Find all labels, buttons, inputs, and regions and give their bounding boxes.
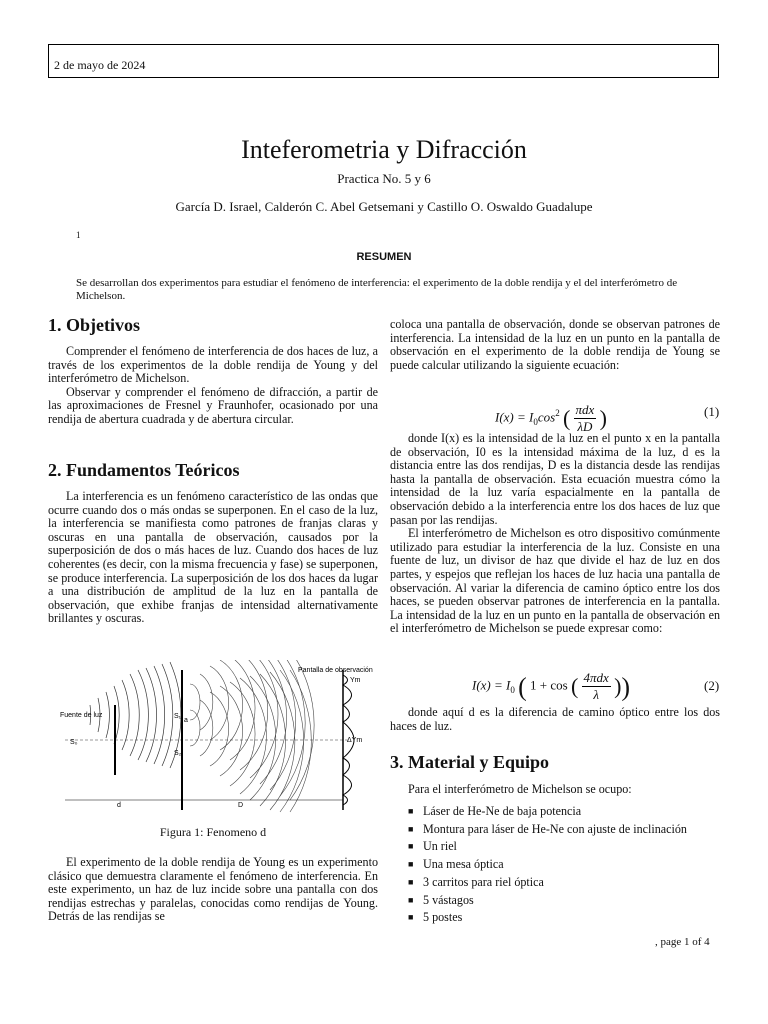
bullet-icon: ■	[408, 912, 414, 923]
eq2-lhs: I(x) = I	[472, 677, 511, 693]
bullet-icon: ■	[408, 806, 414, 816]
bullet-icon: ■	[408, 894, 414, 905]
list-item-text: Un riel	[423, 839, 457, 854]
s2-label: S₂	[174, 750, 182, 757]
list-item	[408, 821, 728, 839]
paragraph: Observar y comprender el fenómeno de difracción, a partir de las aproximaciones de Fresnel y Fraunhofer, ocasionado por una rendija de abertura cuadrada y de abertura circular.	[48, 384, 378, 426]
resumen-text: Se desarrollan dos experimentos para estudiar el fenómeno de interferencia: el experimento de la doble rendija y el del interferómetro de Michelson.	[76, 277, 678, 302]
paragraph: Para el interferómetro de Michelson se ocupo:	[408, 782, 632, 796]
paragraph: donde I(x) es la intensidad de la luz en el punto x en la pantalla de observación, I0 es la intensidad máxima de la luz, d es la distancia entre las dos rendijas, D es la distancia desde las rendijas hasta la pantalla de observación. Esta ecuación muestra cómo la intensidad de la luz varía espacialmente en la pantalla de observación debido a la interferencia entre los dos haces de luz que pasan por las rendijas.	[390, 431, 720, 527]
list-item	[408, 856, 728, 874]
objetivos-body	[48, 345, 378, 427]
d-label: d	[117, 802, 121, 809]
material-intro	[390, 783, 720, 797]
paragraph: El experimento de la doble rendija de Young es un experimento clásico que demuestra claramente el fenómeno de interferencia. En este experimento, un haz de luz incide sobre una pantalla con dos rendijas estrechas y paralelas, conocidas como rendijas de Young. Detrás de las rendijas se	[48, 855, 378, 924]
bullet-icon: ■	[408, 876, 414, 887]
double-slit-figure	[60, 660, 380, 815]
diffracted-waves	[190, 660, 314, 812]
equation-2: $I(x) = I_0$ ( 1 + cos ( 4πdx λ ))	[472, 670, 631, 702]
footnote-mark: 1	[76, 230, 81, 240]
paragraph: donde aquí d es la diferencia de camino óptico entre los dos haces de luz.	[390, 705, 720, 733]
list-item-text: Láser de He-Ne de baja potencia	[423, 804, 582, 818]
material-list	[408, 803, 728, 927]
page-number: , page 1 of 4	[655, 936, 710, 948]
fundamentos-body-left-2	[48, 856, 378, 924]
list-item-text: 5 vástagos	[423, 892, 474, 907]
date-box	[48, 44, 719, 78]
wave-fronts	[89, 660, 181, 768]
D-label: D	[238, 802, 244, 809]
eq2-numerator: 4πdx	[583, 670, 609, 685]
paragraph: coloca una pantalla de observación, donde se observan patrones de interferencia. La intensidad de la luz en un punto en la pantalla de observación en el experimento de la doble rendija de Young se puede calcular utilizando la siguiente ecuación:	[390, 317, 720, 372]
date-text: 2 de mayo de 2024	[54, 58, 146, 72]
eq1-denominator: λD	[577, 419, 593, 434]
list-item	[408, 874, 728, 892]
dym-label: ΔYm	[347, 737, 363, 744]
section-heading-fundamentos: 2. Fundamentos Teóricos	[48, 460, 240, 480]
s1-label: S₁	[174, 713, 182, 720]
paragraph: La interferencia es un fenómeno característico de las ondas que ocurre cuando dos o más ondas se superponen. En el caso de la luz, la interferencia se manifiesta como patrones de franjas claras y oscuras en una pantalla de observación, causados por la superposición de dos o más haces de luz. Cuando dos haces de luz coherentes (es decir, con la misma frecuencia y fase) se superponen, se produce interferencia. La superposición de los dos haces da lugar a una distribución de amplitud de la luz en la pantalla de observación, que exhibe franjas de intensidad alternativamente brillantes y oscuras.	[48, 489, 378, 626]
eq1-func: cos	[537, 409, 556, 425]
figure-caption: Figura 1: Fenomeno d	[159, 825, 267, 839]
equation-2-number: (2)	[704, 678, 720, 693]
fundamentos-body-right	[390, 318, 720, 372]
list-item	[408, 803, 728, 821]
fundamentos-body-right-2	[390, 432, 720, 636]
s0-label: S₀	[70, 739, 78, 746]
subtitle: Practica No. 5 y 6	[337, 171, 431, 186]
source-label: Fuente de luz	[60, 712, 103, 719]
list-item-text: Montura para láser de He-Ne con ajuste de inclinación	[423, 821, 687, 836]
authors: García D. Israel, Calderón C. Abel Getsemani y Castillo O. Oswaldo Guadalupe	[175, 199, 593, 214]
list-item-text: 5 postes	[423, 910, 463, 925]
bullet-icon: ■	[408, 823, 414, 834]
section-heading-material: 3. Material y Equipo	[390, 752, 550, 772]
list-item	[408, 838, 728, 856]
page-title: Inteferometria y Difracción	[241, 135, 527, 164]
section-heading-objetivos: 1. Objetivos	[48, 315, 140, 335]
resumen-heading: RESUMEN	[356, 251, 412, 263]
fundamentos-body-left	[48, 490, 378, 626]
eq2-denominator: λ	[593, 687, 599, 702]
screen-label: Pantalla de observación	[298, 667, 373, 674]
list-item-text: 3 carritos para riel óptica	[423, 874, 544, 889]
eq1-numerator: πdx	[575, 402, 595, 417]
equation-1: $I(x) = I_0\cos^2$ ( πdx λD )	[495, 402, 607, 434]
bullet-icon: ■	[408, 859, 414, 870]
eq1-lhs: I(x) = I	[495, 409, 534, 425]
ym-label: Ym	[350, 677, 361, 684]
fundamentos-body-right-3	[390, 706, 720, 733]
a-label: a	[184, 717, 188, 724]
equation-1-number: (1)	[704, 404, 720, 419]
list-item	[408, 909, 728, 927]
list-item-text: Una mesa óptica	[423, 857, 504, 872]
paragraph: El interferómetro de Michelson es otro dispositivo comúnmente utilizado para estudiar la interferencia de la luz. Consiste en una fuente de luz, un divisor de haz que divide el haz de luz en dos partes, y espejos que reflejan los haces de luz hacia una pantalla de observación. Al variar la diferencia de camino óptico entre los dos haces, se pueden observar patrones de interferencia en la pantalla. La intensidad de la luz en un punto en la pantalla de observación en el interferómetro de Michelson se puede expresar como:	[390, 526, 720, 636]
bullet-icon: ■	[408, 841, 414, 852]
eq2-mid: 1 + cos	[530, 677, 568, 693]
list-item	[408, 892, 728, 910]
paragraph: Comprender el fenómeno de interferencia de dos haces de luz, a través de los experimentos de la doble rendija de Young y del interferómetro de Michelson.	[48, 344, 378, 386]
